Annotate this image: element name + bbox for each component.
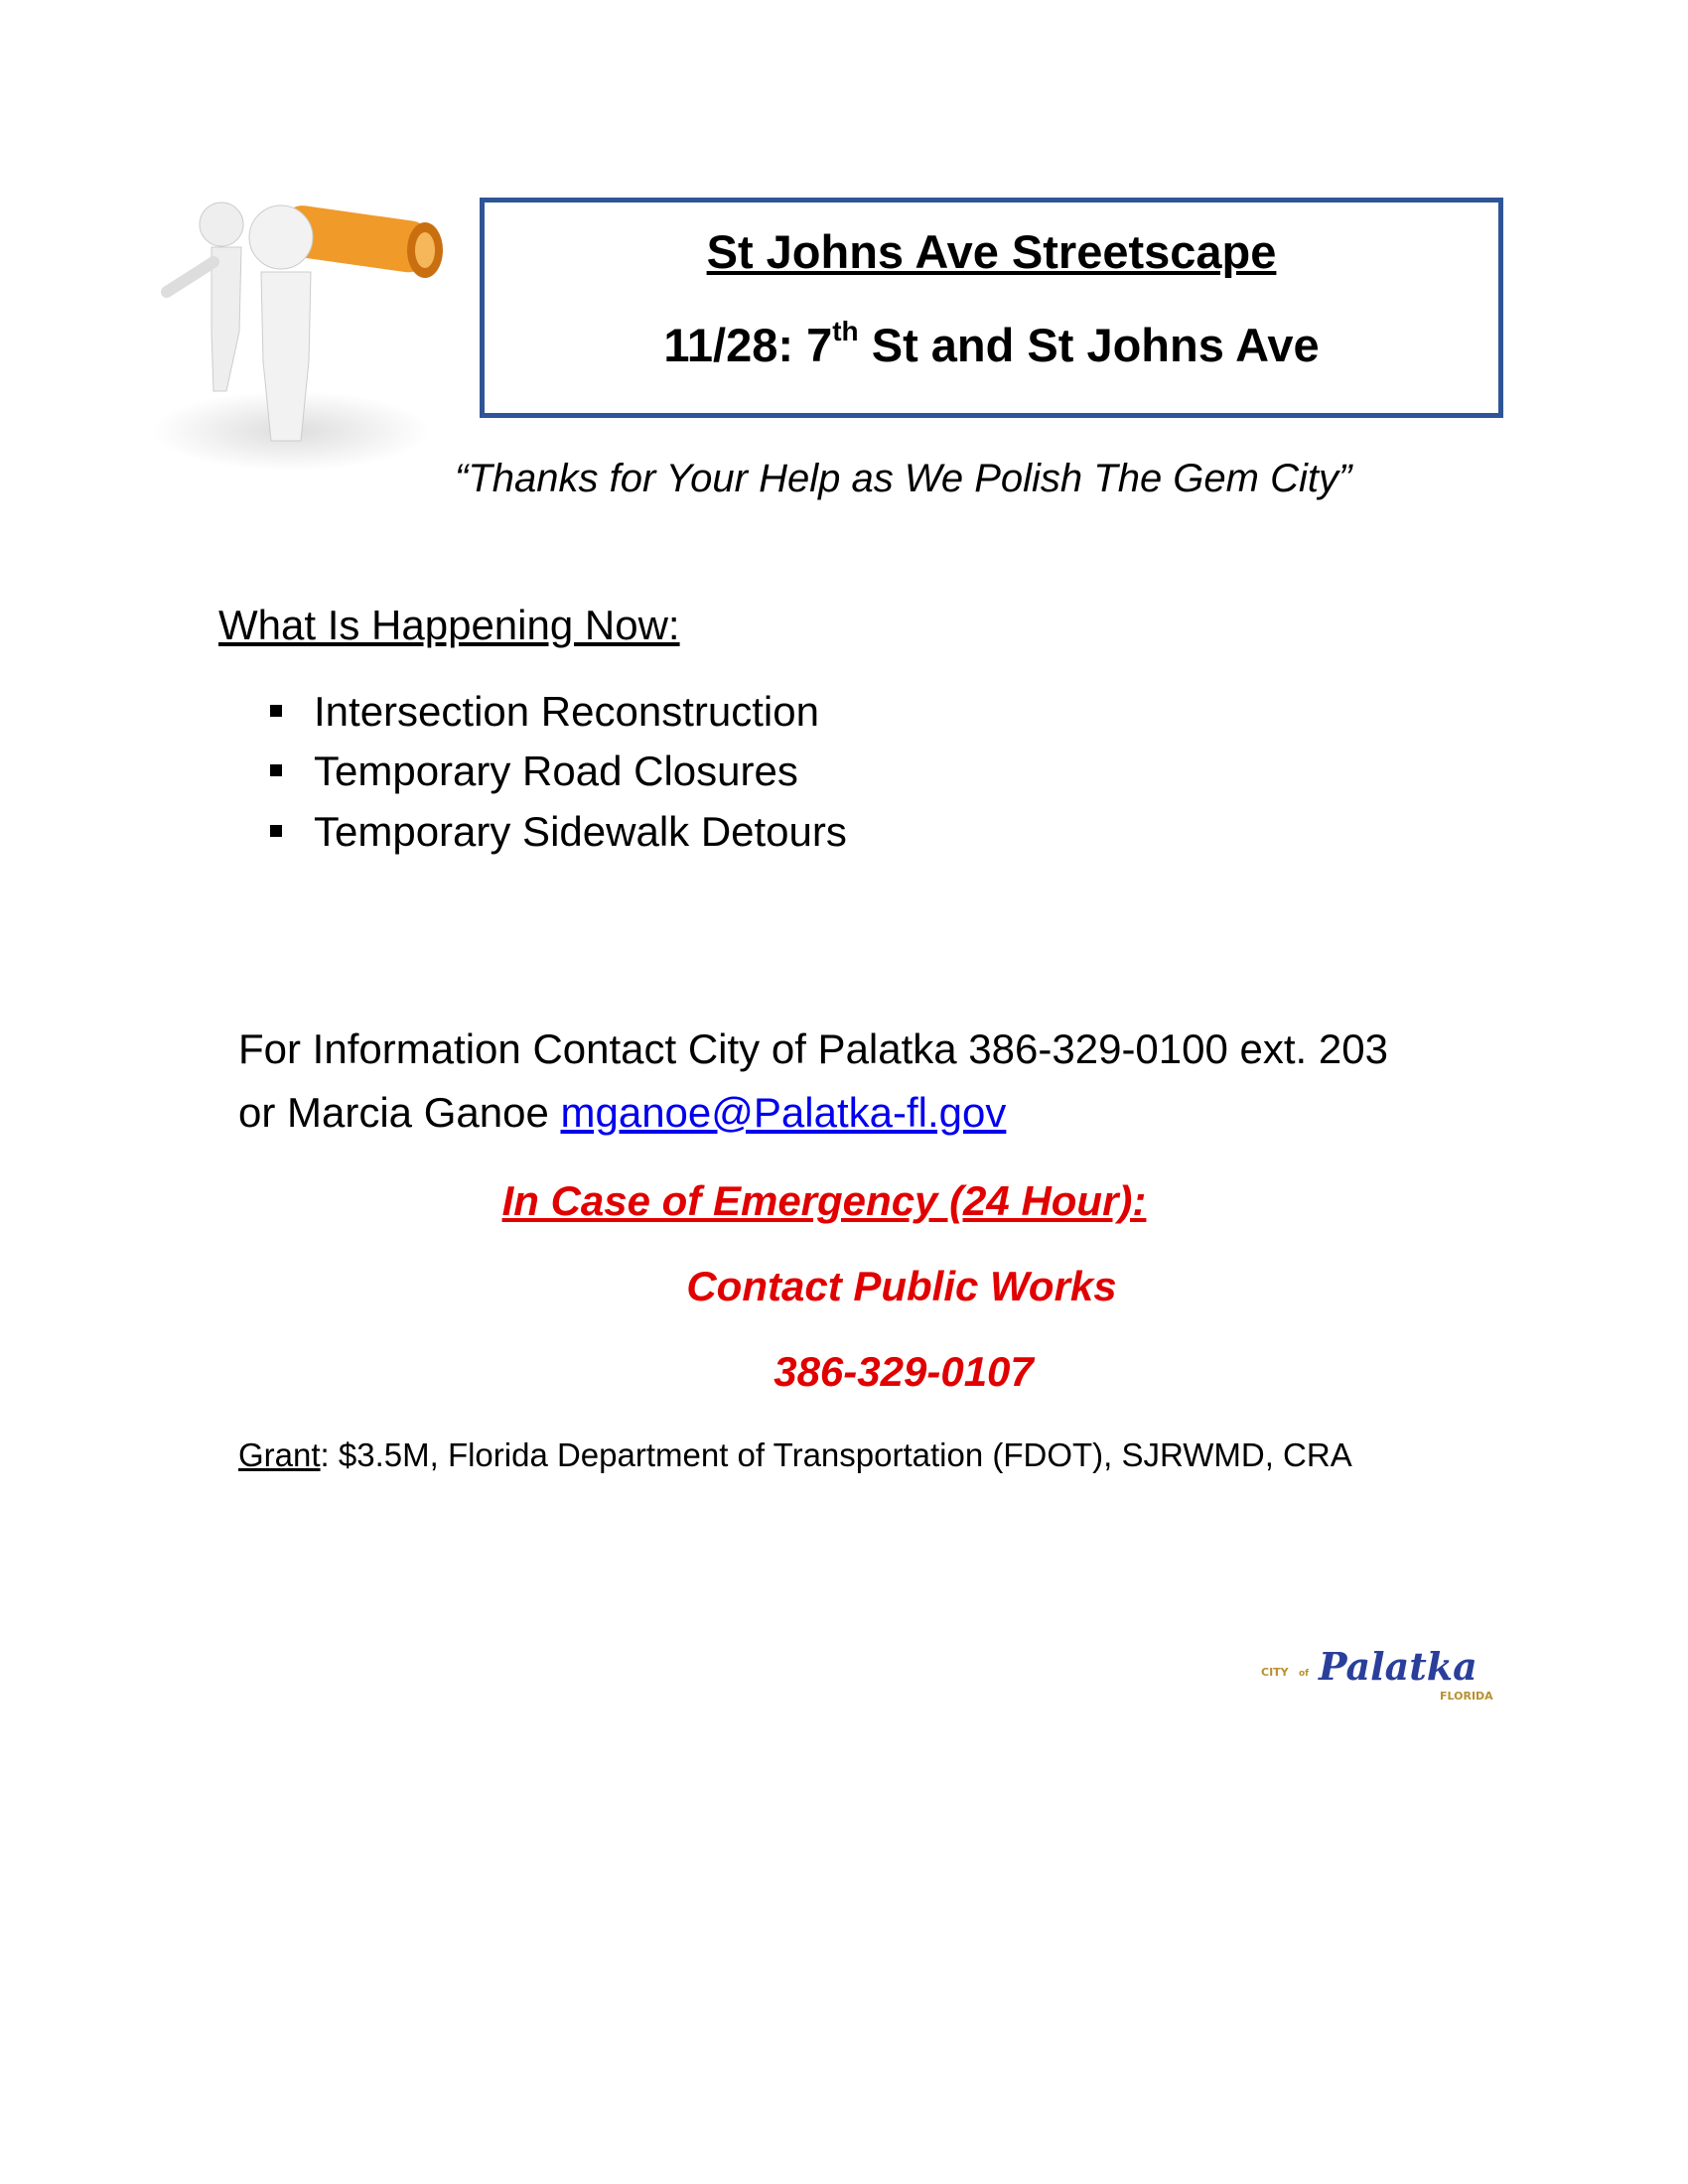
happening-heading: What Is Happening Now: [218, 602, 680, 648]
list-item-text: Temporary Sidewalk Detours [314, 808, 847, 855]
emergency-phone: 386-329-0107 [774, 1348, 1034, 1395]
list-item [270, 807, 847, 857]
city-of-palatka-logo [1261, 1636, 1519, 1706]
bullet-icon [270, 825, 282, 837]
list-item-text: Intersection Reconstruction [314, 688, 819, 735]
emergency-contact: Contact Public Works [686, 1263, 1117, 1309]
bullet-icon [270, 764, 282, 776]
grant-info [238, 1436, 1352, 1474]
email-link[interactable]: mganoe@Palatka-fl.gov [560, 1089, 1007, 1136]
emergency-heading: In Case of Emergency (24 Hour): [501, 1177, 1147, 1224]
page-title: St Johns Ave Streetscape [706, 225, 1277, 278]
contact-name: or Marcia Ganoe [238, 1089, 561, 1136]
date-suffix: St and St Johns Ave [858, 319, 1320, 371]
list-item [270, 747, 798, 796]
ordinal-suffix: th [832, 316, 859, 347]
bullet-icon [270, 705, 282, 717]
svg-text:Palatka: Palatka [1319, 1644, 1477, 1689]
list-item-text: Temporary Road Closures [314, 748, 798, 794]
title-box [480, 198, 1503, 418]
svg-text:FLORIDA: FLORIDA [1440, 1690, 1493, 1703]
svg-text:CITY: CITY [1261, 1666, 1289, 1679]
grant-text: : $3.5M, Florida Department of Transportation (FDOT), SJRWMD, CRA [320, 1436, 1352, 1473]
grant-label: Grant [238, 1436, 321, 1473]
contact-line: For Information Contact City of Palatka 386-329-0100 ext. 203 [238, 1025, 1388, 1072]
tagline: “Thanks for Your Help as We Polish The Gem City” [455, 457, 1352, 500]
list-item [270, 687, 819, 737]
svg-text:of: of [1299, 1669, 1310, 1679]
date-prefix: 11/28: 7 [663, 319, 833, 371]
workers-carrying-pipe-illustration [152, 193, 470, 471]
contact-line-2 [238, 1088, 1006, 1138]
date-location [485, 318, 1498, 373]
